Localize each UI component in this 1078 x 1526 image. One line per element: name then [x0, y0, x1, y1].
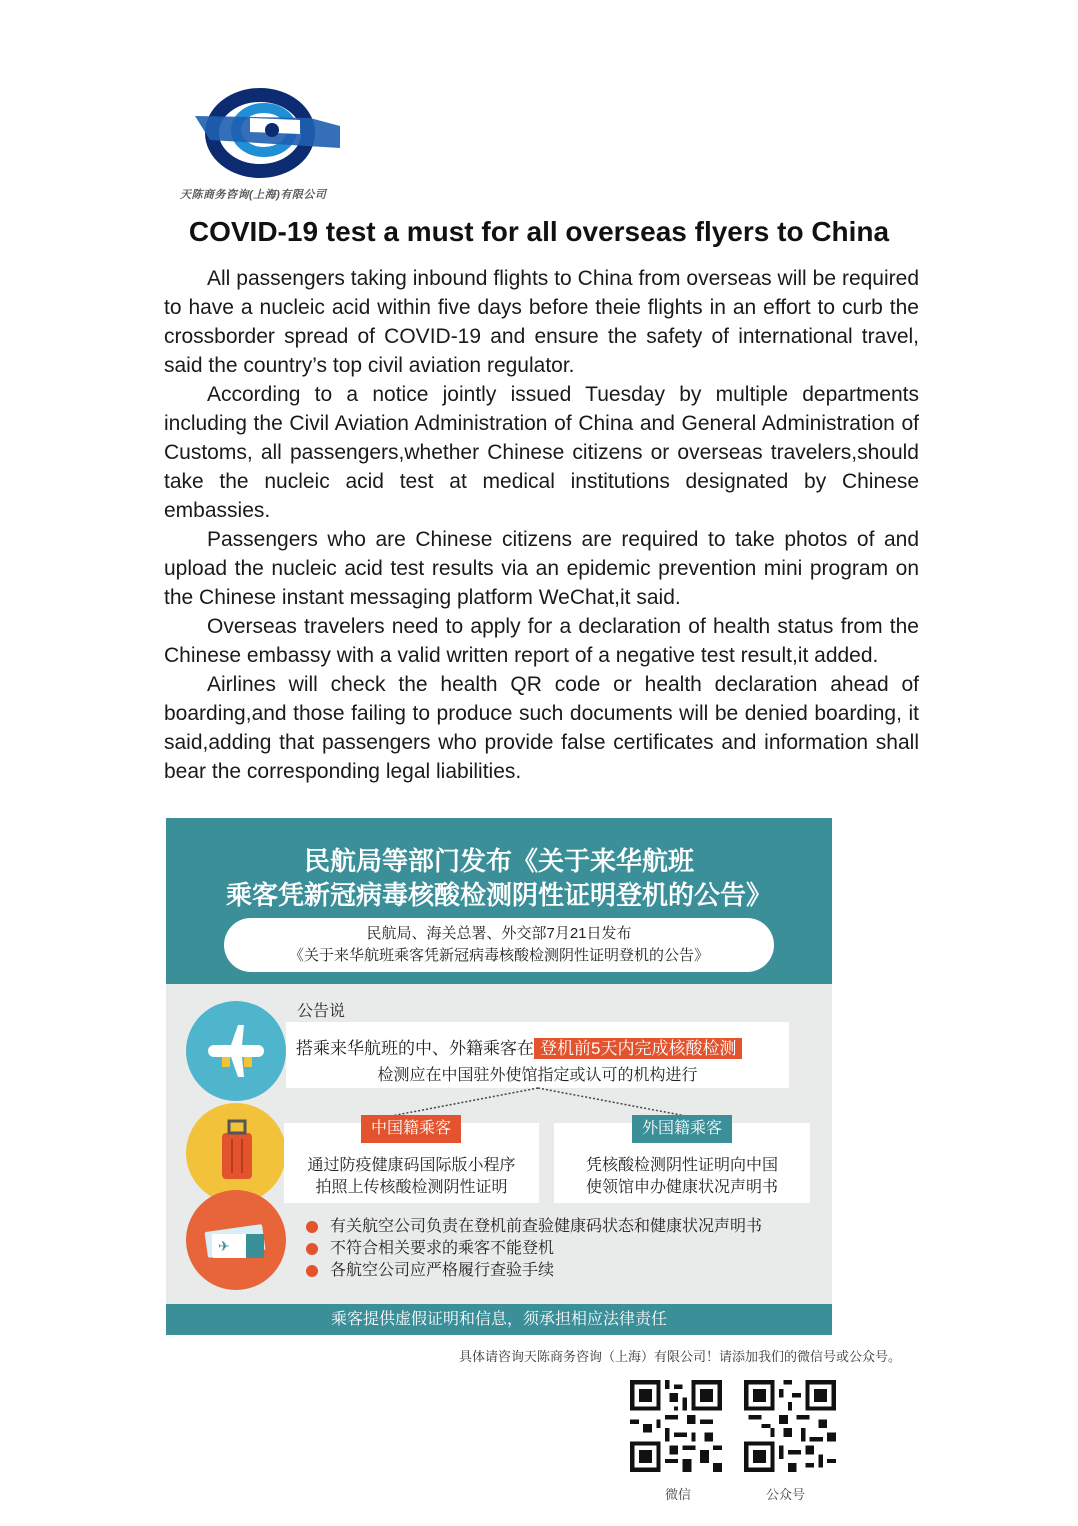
notice-infographic — [166, 818, 832, 1335]
logo-caption: 天陈商务咨询(上海)有限公司 — [180, 189, 327, 201]
infographic-title-line: 乘客凭新冠病毒核酸检测阴性证明登机的公告》 — [225, 880, 772, 910]
foreign-line: 使领馆申办健康状况声明书 — [585, 1179, 778, 1196]
article-paragraph: According to a notice jointly issued Tuesday by multiple departments including the Civil Aviation Administration of China and General Administration of Customs, all passengers,whether Chinese citizens or overseas travelers,should take the nucleic acid test at medical institutions designated by Chinese embassies. — [164, 383, 919, 522]
chinese-line: 通过防疫健康码国际版小程序 — [307, 1157, 516, 1174]
article-paragraph: All passengers taking inbound flights to China from overseas will be required to have a nucleic acid within five days before theie flights in an effort to curb the crossborder spread of COVID-19 and ensure the safety of international travel, said the country’s top civil aviation regulator. — [164, 267, 919, 377]
article-paragraph: Passengers who are Chinese citizens are required to take photos of and upload the nucleic acid test results via an epidemic prevention mini program on the Chinese instant messaging platform WeChat,it said. — [164, 528, 919, 609]
issuer-line: 民航局、海关总署、外交部7月21日发布 — [366, 925, 632, 942]
wechat-qr-code[interactable] — [630, 1380, 722, 1472]
contact-text: 具体请咨询天陈商务咨询（上海）有限公司！请添加我们的微信号或公众号。 — [459, 1349, 902, 1364]
issuer-line: 《关于来华航班乘客凭新冠病毒核酸检测阴性证明登机的公告》 — [288, 947, 709, 964]
infographic-footer: 乘客提供虚假证明和信息，须承担相应法律责任 — [166, 1304, 832, 1335]
article-title: COVID-19 test a must for all overseas flyers to China — [188, 216, 890, 247]
foreign-passengers-text — [554, 1155, 810, 1199]
article-body — [164, 264, 919, 786]
foreign-passengers-tag: 外国籍乘客 — [632, 1115, 732, 1143]
article-paragraph: Airlines will check the health QR code or health declaration ahead of boarding,and those failing to produce such documents will be denied boarding, it said,adding that passengers who provide false certificates and information shall bear the corresponding legal liabilities. — [164, 673, 919, 783]
foreign-passengers-box — [554, 1120, 810, 1203]
list-item: 各航空公司应严格履行查验手续 — [306, 1260, 762, 1282]
chinese-line: 拍照上传核酸检测阴性证明 — [315, 1179, 508, 1196]
chinese-passengers-box — [284, 1120, 539, 1203]
test-location-line: 检测应在中国驻外使馆指定或认可的机构进行 — [377, 1067, 698, 1084]
chinese-passengers-tag: 中国籍乘客 — [361, 1115, 461, 1143]
notice-label: 公告说 — [297, 1003, 346, 1020]
qr-label: 微信 — [665, 1487, 692, 1502]
svg-text:✈: ✈ — [218, 1239, 230, 1255]
logo-emblem — [190, 88, 355, 183]
chinese-passengers-text — [284, 1155, 539, 1199]
list-item: 有关航空公司负责在登机前查验健康码状态和健康状况声明书 — [306, 1216, 762, 1238]
qr-label: 公众号 — [766, 1487, 806, 1502]
infographic-title-line: 民航局等部门发布《关于来华航班 — [303, 846, 694, 876]
requirement-prefix: 搭乘来华航班的中、外籍乘客在 — [296, 1039, 534, 1058]
article-paragraph: Overseas travelers need to apply for a declaration of health status from the Chinese embassy with a valid written report of a negative test result,it added. — [164, 615, 919, 667]
airline-rules-list — [306, 1216, 762, 1282]
official-account-qr-code[interactable] — [744, 1380, 836, 1472]
requirement-highlight: 登机前5天内完成核酸检测 — [534, 1038, 742, 1059]
foreign-line: 凭核酸检测阴性证明向中国 — [585, 1157, 778, 1174]
list-item: 不符合相关要求的乘客不能登机 — [306, 1238, 762, 1260]
company-logo — [180, 88, 365, 203]
